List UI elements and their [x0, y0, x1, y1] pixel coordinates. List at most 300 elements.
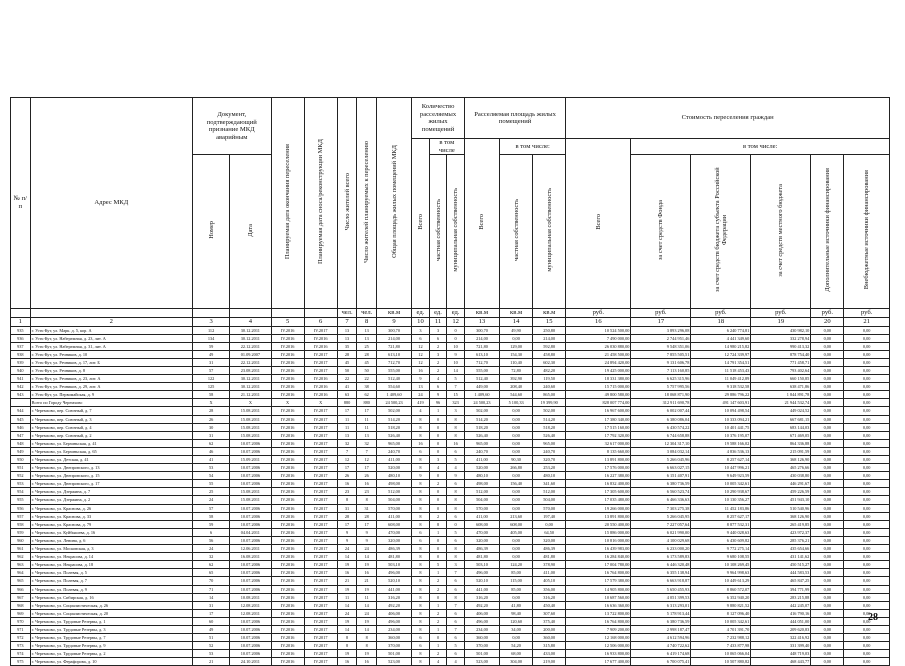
- table-cell: IV.2016: [271, 642, 304, 650]
- table-cell: 512,00: [464, 488, 499, 496]
- table-cell: 17: [192, 609, 229, 617]
- table-cell: IV.2016: [271, 504, 304, 512]
- table-cell: 0,00: [844, 593, 890, 601]
- table-cell: 1: [429, 625, 447, 633]
- table-cell: 8: [412, 650, 430, 658]
- table-cell: 13 891 800,00: [566, 512, 631, 520]
- table-cell: 0,00: [500, 496, 533, 504]
- table-cell: 240,70: [533, 447, 566, 455]
- table-cell: 8: [412, 561, 430, 569]
- table-cell: 17: [337, 520, 357, 528]
- unit-cell: кв.м: [533, 308, 566, 317]
- table-cell: 28: [337, 350, 357, 358]
- table-cell: 8: [447, 504, 465, 512]
- table-cell: IV.2016: [271, 528, 304, 536]
- table-cell: IV.2017: [304, 431, 337, 439]
- table-cell: 498,00: [377, 480, 412, 488]
- table-cell: 4 441 349,60: [691, 334, 751, 342]
- table-cell: 8: [447, 545, 465, 553]
- table-cell: 21 458 500,00: [566, 350, 631, 358]
- table-cell: 0,00: [811, 561, 844, 569]
- table-cell: 441,00: [377, 585, 412, 593]
- table-cell: 0,00: [844, 504, 890, 512]
- table-cell: 9: [412, 472, 430, 480]
- table-cell: 0,00: [500, 536, 533, 544]
- table-cell: 30.12.2011: [230, 334, 271, 342]
- table-cell: 320,00: [533, 536, 566, 544]
- header-cost-incl: в том числе:: [631, 139, 890, 155]
- table-cell: 526,40: [377, 431, 412, 439]
- table-cell: 6: [412, 642, 430, 650]
- table-row: [11, 326, 890, 334]
- table-cell: 721,80: [464, 342, 499, 350]
- column-number: 16: [566, 317, 631, 326]
- table-cell: IV.2017: [304, 472, 337, 480]
- table-cell: IV.2016: [271, 342, 304, 350]
- table-cell: 240,70: [464, 447, 499, 455]
- table-cell: 0,00: [844, 342, 890, 350]
- table-cell: 68,00: [500, 650, 533, 658]
- table-cell: 8: [412, 431, 430, 439]
- table-cell: 6 352 940,20: [691, 593, 751, 601]
- header-row-1: [11, 98, 890, 139]
- table-row: [11, 375, 890, 383]
- table-cell: 0,00: [811, 375, 844, 383]
- table-cell: 954: [11, 488, 31, 496]
- table-cell: 200,00: [533, 625, 566, 633]
- table-cell: 0,00: [844, 617, 890, 625]
- table-cell: 10.07.2006: [230, 577, 271, 585]
- table-cell: 53: [192, 650, 229, 658]
- table-cell: 613,10: [464, 350, 499, 358]
- table-row: [11, 520, 890, 528]
- table-cell: 526,40: [464, 431, 499, 439]
- table-row: [11, 342, 890, 350]
- table-cell: 0,00: [811, 399, 844, 407]
- table-cell: 22.12.2011: [230, 358, 271, 366]
- table-cell: 9: [429, 391, 447, 399]
- table-cell: 967: [11, 593, 31, 601]
- table-cell: 8: [412, 545, 430, 553]
- table-cell: 14: [357, 625, 377, 633]
- table-row: [11, 447, 890, 455]
- table-cell: 31: [357, 504, 377, 512]
- table-cell: 8: [412, 423, 430, 431]
- table-cell: 7 909 200,00: [566, 625, 631, 633]
- table-cell: 0,00: [844, 399, 890, 407]
- table-cell: 936: [11, 334, 31, 342]
- table-cell: 6 663 918,87: [631, 577, 691, 585]
- table-cell: 13: [337, 334, 357, 342]
- table-cell: 16 764 800,00: [566, 569, 631, 577]
- table-cell: IV.2017: [304, 569, 337, 577]
- table-cell: 356,00: [533, 585, 566, 593]
- table-cell: 423 972,37: [751, 528, 811, 536]
- unit-cell: ед.: [412, 308, 430, 317]
- table-cell: 0,00: [500, 439, 533, 447]
- table-cell: г. Черемхово, ул. Куйбышева, д. 16: [30, 528, 192, 536]
- table-cell: 10 130 356,27: [691, 496, 751, 504]
- table-cell: IV.2016: [304, 375, 337, 383]
- table-cell: 2 998 187,47: [631, 625, 691, 633]
- table-row: [11, 366, 890, 374]
- table-cell: 10: [447, 358, 465, 366]
- table-cell: IV.2016: [271, 536, 304, 544]
- table-cell: 8 860 572,07: [691, 585, 751, 593]
- table-cell: 0,00: [811, 650, 844, 658]
- table-cell: 449 024,52: [751, 407, 811, 415]
- table-cell: 28: [357, 512, 377, 520]
- table-row: [11, 431, 890, 439]
- table-cell: г. Черемхово, ул. Днепровского, д. 13: [30, 464, 192, 472]
- table-cell: 21: [337, 577, 357, 585]
- table-cell: 952: [11, 472, 31, 480]
- table-cell: IV.2016: [271, 456, 304, 464]
- table-cell: 26: [357, 472, 377, 480]
- table-cell: 8: [357, 642, 377, 650]
- table-cell: 667 681,15: [751, 415, 811, 423]
- table-cell: 0: [429, 423, 447, 431]
- table-cell: IV.2016: [271, 634, 304, 642]
- table-cell: 0,00: [811, 439, 844, 447]
- table-cell: 13 722 800,00: [566, 609, 631, 617]
- header-subject-budget: за счет средств бюджета субъекта Российской Федерации: [691, 155, 751, 309]
- table-cell: 949: [11, 447, 31, 455]
- table-cell: 406,00: [377, 609, 412, 617]
- table-cell: 01.09.2007: [230, 350, 271, 358]
- table-cell: 32: [192, 553, 229, 561]
- table-cell: 30.12.2011: [230, 375, 271, 383]
- table-cell: 17 380 340,00: [566, 415, 631, 423]
- table-cell: 514,20: [464, 415, 499, 423]
- table-cell: 10.07.2006: [230, 569, 271, 577]
- table-cell: 10 065 066,04: [691, 650, 751, 658]
- table-cell: 523,00: [377, 658, 412, 666]
- table-cell: 51: [192, 634, 229, 642]
- table-cell: 6 151 407,91: [631, 472, 691, 480]
- table-cell: 544,60: [500, 391, 533, 399]
- table-cell: 451 943,10: [751, 496, 811, 504]
- table-cell: 14: [337, 553, 357, 561]
- table-cell: 0,00: [500, 415, 533, 423]
- table-cell: 2: [429, 617, 447, 625]
- table-cell: IV.2017: [304, 358, 337, 366]
- table-cell: 7: [447, 569, 465, 577]
- table-row: [11, 650, 890, 658]
- table-cell: 0,00: [844, 577, 890, 585]
- header-area-total: Всего: [464, 139, 499, 309]
- table-cell: 49: [192, 625, 229, 633]
- table-cell: 4: [447, 464, 465, 472]
- table-cell: 8: [337, 496, 357, 504]
- table-cell: 2: [429, 512, 447, 520]
- table-cell: 570,00: [464, 504, 499, 512]
- table-cell: 520,10: [377, 577, 412, 585]
- table-cell: 6 240 774,81: [691, 326, 751, 334]
- table-cell: 940: [11, 366, 31, 374]
- table-cell: 504,00: [377, 496, 412, 504]
- table-cell: 3: [429, 456, 447, 464]
- table-cell: 3: [429, 326, 447, 334]
- table-cell: IV.2017: [304, 593, 337, 601]
- table-cell: 16 764 800,00: [566, 617, 631, 625]
- table-cell: 406,00: [464, 609, 499, 617]
- table-cell: 965: [11, 577, 31, 585]
- table-cell: 45: [337, 358, 357, 366]
- table-cell: 0,00: [811, 326, 844, 334]
- table-cell: 0,00: [844, 545, 890, 553]
- table-cell: 2: [429, 650, 447, 658]
- table-cell: 17 515 160,00: [566, 423, 631, 431]
- table-cell: IV.2016: [271, 391, 304, 399]
- table-cell: 17 035 480,00: [566, 496, 631, 504]
- table-cell: 234,00: [377, 625, 412, 633]
- table-cell: г. Черемхово, ул. Дзержина, д. 7: [30, 488, 192, 496]
- table-cell: IV.2017: [304, 423, 337, 431]
- table-cell: 394 771,99: [751, 585, 811, 593]
- table-cell: 214,00: [464, 334, 499, 342]
- table-cell: 7 855 505,51: [631, 350, 691, 358]
- table-cell: 16: [357, 658, 377, 666]
- table-cell: 129,00: [500, 342, 533, 350]
- table-cell: 28: [337, 512, 357, 520]
- table-cell: 10.07.2006: [230, 617, 271, 625]
- table-cell: 958: [11, 520, 31, 528]
- table-cell: 17 677 400,00: [566, 658, 631, 666]
- table-cell: 19: [357, 650, 377, 658]
- table-cell: IV.2016: [271, 650, 304, 658]
- table-cell: 0,00: [811, 601, 844, 609]
- table-cell: 6: [447, 650, 465, 658]
- table-cell: 25: [192, 488, 229, 496]
- table-cell: 0,00: [500, 634, 533, 642]
- table-cell: 608,00: [464, 520, 499, 528]
- table-cell: 120,60: [500, 617, 533, 625]
- table-cell: IV.2017: [304, 512, 337, 520]
- table-cell: 0,00: [533, 520, 566, 528]
- table-cell: 481,80: [464, 553, 499, 561]
- table-cell: г. Усть-Кут, ул. Речников, д. 29, лит. А: [30, 383, 192, 391]
- table-cell: 492,20: [377, 601, 412, 609]
- table-cell: 11 518 453,43: [691, 366, 751, 374]
- table-cell: 8: [412, 520, 430, 528]
- table-cell: 8: [412, 480, 430, 488]
- table-cell: 0: [429, 415, 447, 423]
- table-cell: 214,00: [533, 334, 566, 342]
- table-cell: 71: [192, 585, 229, 593]
- table-cell: 0,00: [844, 650, 890, 658]
- table-cell: 480,10: [377, 472, 412, 480]
- table-cell: 974: [11, 650, 31, 658]
- table-cell: 0,00: [811, 415, 844, 423]
- table-cell: 6: [429, 334, 447, 342]
- table-row: [11, 407, 890, 415]
- table-cell: 60: [192, 617, 229, 625]
- table-cell: 58: [192, 512, 229, 520]
- table-row: [11, 464, 890, 472]
- table-cell: 12 724 339,97: [691, 350, 751, 358]
- table-cell: 0,00: [811, 472, 844, 480]
- table-cell: 6: [447, 480, 465, 488]
- table-cell: 16: [357, 480, 377, 488]
- subtotal-row: [11, 399, 890, 407]
- table-cell: 6: [447, 609, 465, 617]
- table-cell: IV.2016: [271, 334, 304, 342]
- table-cell: 8: [412, 625, 430, 633]
- header-rooms-total: Всего: [412, 139, 430, 309]
- table-cell: 504,00: [464, 496, 499, 504]
- table-cell: IV.2016: [271, 407, 304, 415]
- table-cell: IV.2017: [304, 625, 337, 633]
- table-cell: 15.08.2011: [230, 407, 271, 415]
- table-row: [11, 545, 890, 553]
- table-cell: IV.2017: [304, 561, 337, 569]
- table-cell: г. Черемхово, ул. Ферафорова, д. 10: [30, 658, 192, 666]
- table-cell: 446 291,67: [751, 480, 811, 488]
- column-number: 10: [412, 317, 430, 326]
- table-cell: 12: [357, 456, 377, 464]
- header-extrabudget: Внебюджетные источники финансирования: [844, 155, 890, 309]
- table-cell: 6 744 658,88: [631, 431, 691, 439]
- table-cell: 16 439 983,00: [566, 545, 631, 553]
- table-cell: 955: [11, 496, 31, 504]
- table-cell: 17: [337, 464, 357, 472]
- table-cell: 468 443,77: [751, 658, 811, 666]
- table-cell: 6: [412, 447, 430, 455]
- table-cell: IV.2016: [271, 512, 304, 520]
- table-cell: 520,10: [464, 577, 499, 585]
- table-cell: 0,00: [811, 658, 844, 666]
- table-cell: 28: [357, 350, 377, 358]
- table-cell: г. Черемхово, пер. Союзный, д. 3: [30, 415, 192, 423]
- table-cell: 9 548 351,06: [631, 342, 691, 350]
- table-cell: 0,00: [811, 504, 844, 512]
- table-cell: 16.08.2011: [230, 553, 271, 561]
- header-area-incl: в том числе:: [500, 139, 566, 155]
- table-cell: IV.2016: [271, 601, 304, 609]
- table-cell: 112: [192, 326, 229, 334]
- table-cell: 0,00: [844, 464, 890, 472]
- table-cell: 941: [11, 375, 31, 383]
- table-cell: 16: [337, 658, 357, 666]
- header-cost-total: Всего: [566, 139, 631, 309]
- table-row: [11, 358, 890, 366]
- table-cell: IV.2016: [271, 358, 304, 366]
- table-cell: 0: [429, 496, 447, 504]
- table-cell: г. Черемхово, ул. Краснова, д. 33: [30, 512, 192, 520]
- table-cell: 444 051,00: [751, 617, 811, 625]
- table-cell: г. Черемхово, ул. Полевая, д. 9: [30, 585, 192, 593]
- table-cell: 0,00: [811, 358, 844, 366]
- table-cell: 11: [357, 423, 377, 431]
- table-cell: [11, 399, 31, 407]
- table-cell: 12 506 000,00: [566, 642, 631, 650]
- table-cell: IV.2017: [304, 504, 337, 512]
- table-cell: IV.2017: [304, 456, 337, 464]
- table-cell: 6: [447, 577, 465, 585]
- table-cell: 15.08.2011: [230, 488, 271, 496]
- table-cell: 56: [192, 536, 229, 544]
- table-cell: IV.2016: [271, 520, 304, 528]
- table-cell: IV.2016: [271, 415, 304, 423]
- table-cell: 2: [429, 358, 447, 366]
- table-cell: 8 127 096,40: [691, 609, 751, 617]
- column-number: 18: [691, 317, 751, 326]
- table-cell: 0,00: [844, 553, 890, 561]
- table-cell: 0,00: [811, 480, 844, 488]
- table-cell: IV.2017: [304, 609, 337, 617]
- table-cell: 444 583,53: [751, 569, 811, 577]
- table-cell: 0,00: [811, 585, 844, 593]
- table-cell: 491 147 603,91: [691, 399, 751, 407]
- table-cell: 30: [192, 423, 229, 431]
- table-cell: 57: [192, 504, 229, 512]
- table-cell: IV.2017: [304, 601, 337, 609]
- units-row: [11, 308, 890, 317]
- table-cell: г. Черемхово, ул. Трудовые Резервы, д. 3: [30, 625, 192, 633]
- table-cell: 10.07.2006: [230, 536, 271, 544]
- table-cell: 10.07.2006: [230, 625, 271, 633]
- table-cell: 6 663 027,15: [631, 464, 691, 472]
- table-cell: 448 719,03: [751, 650, 811, 658]
- table-cell: 6 355 138,94: [631, 569, 691, 577]
- table-cell: 9 131 606,78: [631, 358, 691, 366]
- table-cell: 554,60: [377, 383, 412, 391]
- table-cell: IV.2016: [271, 496, 304, 504]
- table-cell: 3 893 296,08: [631, 326, 691, 334]
- table-row: [11, 553, 890, 561]
- table-cell: 315,80: [533, 642, 566, 650]
- column-number: 3: [192, 317, 229, 326]
- table-cell: 370,00: [464, 642, 499, 650]
- table-cell: г. Черемхово, ул. Днепровского, д. 17: [30, 480, 192, 488]
- column-number: 15: [533, 317, 566, 326]
- table-cell: 8: [447, 496, 465, 504]
- table-cell: 8: [357, 496, 377, 504]
- table-cell: 15: [447, 391, 465, 399]
- table-cell: 512,00: [377, 488, 412, 496]
- table-cell: 683 144,03: [751, 423, 811, 431]
- table-cell: 12.08.2011: [230, 601, 271, 609]
- table-cell: 7 490 000,00: [566, 334, 631, 342]
- table-cell: 12.08.2011: [230, 609, 271, 617]
- table-cell: 0,00: [500, 407, 533, 415]
- table-cell: 956: [11, 504, 31, 512]
- table-cell: 16: [412, 439, 430, 447]
- table-cell: 458,80: [533, 350, 566, 358]
- table-cell: 4: [429, 375, 447, 383]
- table-cell: 430 982,10: [751, 326, 811, 334]
- table-cell: 973: [11, 642, 31, 650]
- table-cell: 502,00: [464, 407, 499, 415]
- table-cell: 8: [412, 488, 430, 496]
- table-cell: 360,00: [464, 634, 499, 642]
- table-cell: 24: [357, 609, 377, 617]
- table-cell: 11 049 412,89: [691, 375, 751, 383]
- table-cell: 0,00: [500, 423, 533, 431]
- table-cell: 13: [412, 383, 430, 391]
- header-rooms-count: Количество расселяемых жилых помещений: [412, 98, 465, 139]
- table-cell: 57: [192, 366, 229, 374]
- table-cell: 9 649 923,59: [691, 472, 751, 480]
- header-cost: Стоимость переселения граждан: [566, 98, 890, 139]
- table-cell: 514,20: [533, 415, 566, 423]
- table-row: [11, 334, 890, 342]
- table-cell: 0,00: [811, 488, 844, 496]
- table-cell: 0,00: [811, 528, 844, 536]
- table-cell: 970: [11, 617, 31, 625]
- table-cell: 10.07.2006: [230, 561, 271, 569]
